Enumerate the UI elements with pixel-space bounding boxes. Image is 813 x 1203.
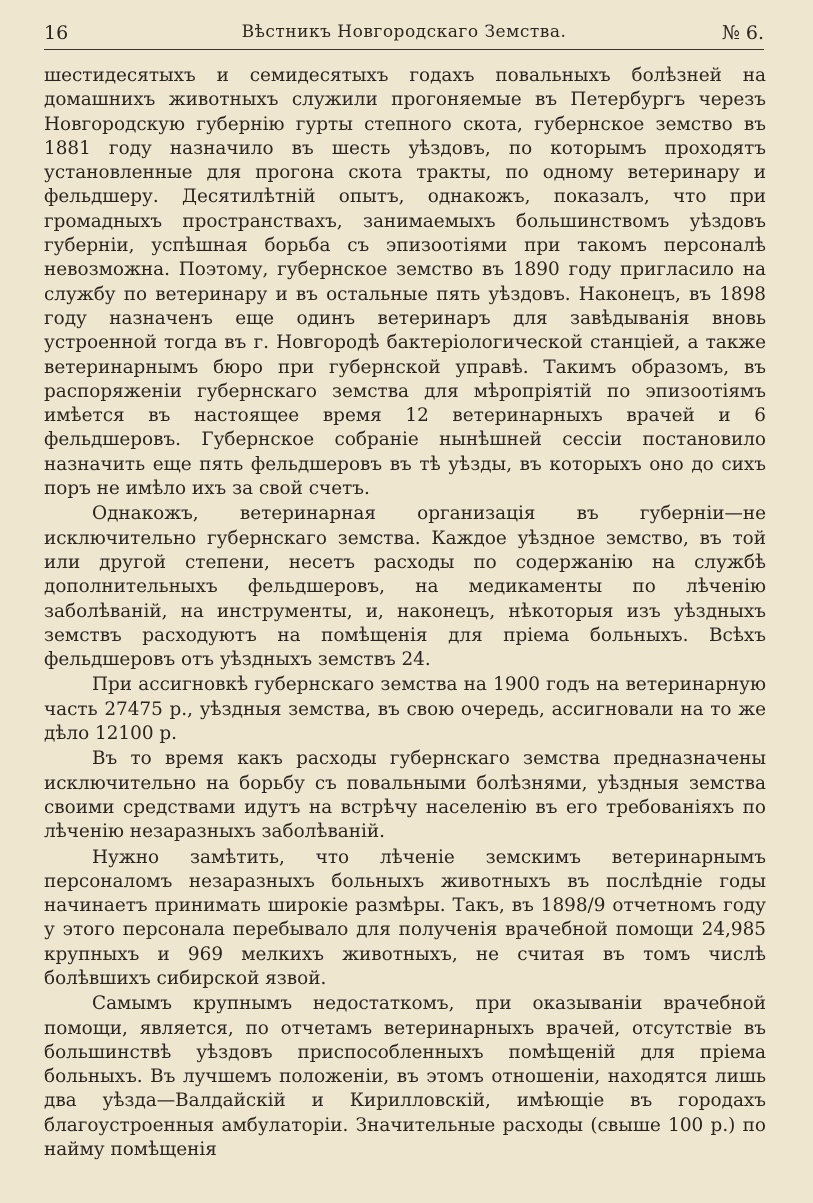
paragraph: При ассигновкѣ губернскаго земства на 1900 годъ на ветеринарную часть 27475 р., уѣздныя земства, въ свою очередь, ассигновали на то же дѣло 12100 р. <box>44 674 766 745</box>
paragraph: Нужно замѣтить, что лѣченіе земскимъ ветеринарнымъ персоналомъ незаразныхъ больныхъ животныхъ въ послѣдніе годы начинаетъ принимать широкіе размѣры. Такъ, въ 1898/9 отчетномъ году у этого персонала перебывало для полученія врачебной помощи 24,985 крупныхъ и 969 мелкихъ животныхъ, не считая въ томъ числѣ болѣвшихъ сибирской язвой. <box>44 846 766 989</box>
article-body <box>44 64 766 1162</box>
page-number: 16 <box>44 22 69 44</box>
header-divider <box>44 49 764 50</box>
paragraph: Самымъ крупнымъ недостаткомъ, при оказываніи врачебной помощи, является, по отчетамъ ветеринарныхъ врачей, отсутствіе въ большинствѣ уѣздовъ приспособленныхъ помѣщеній для пріема больныхъ. Въ лучшемъ положеніи, въ этомъ отношеніи, находятся лишь два уѣзда—Валдайскій и Кирилловскій, имѣющіе въ городахъ благоустроенныя амбулаторіи. Значительные расходы (свыше 100 р.) по найму помѣщенія <box>44 993 766 1161</box>
paragraph: шестидесятыхъ и семидесятыхъ годахъ повальныхъ болѣзней на домашнихъ животныхъ служили прогоняемые въ Петербургъ черезъ Новгородскую губернію гурты степного скота, губернское земство въ 1881 году назначило въ шесть уѣздовъ, по которымъ проходятъ установленные для прогона скота тракты, по одному ветеринару и фельдшеру. Десятилѣтній опытъ, однакожъ, показалъ, что при громадныхъ пространствахъ, занимаемыхъ большинствомъ уѣздовъ губерніи, успѣшная борьба съ эпизоотіями при такомъ персоналѣ невозможна. Поэтому, губернское земство въ 1890 году пригласило на службу по ветеринару и въ остальные пять уѣздовъ. Наконецъ, въ 1898 году назначенъ еще одинъ ветеринаръ для завѣдыванія вновь устроенной тогда въ г. Новгородѣ бактеріологической станціей, а также ветеринарнымъ бюро при губернской управѣ. Такимъ образомъ, въ распоряженіи губернскаго земства для мѣропріятій по эпизоотіямъ имѣется въ настоящее время 12 ветеринарныхъ врачей и 6 фельдшеровъ. Губернское собраніе нынѣшней сессіи постановило назначить еще пять фельдшеровъ въ тѣ уѣзды, въ которыхъ оно до сихъ поръ не имѣло ихъ за свой счетъ. <box>44 65 766 500</box>
journal-title: Вѣстникъ Новгородскаго Земства. <box>241 22 567 42</box>
running-header <box>44 22 764 50</box>
paragraph: Въ то время какъ расходы губернскаго земства предназначены исключительно на борьбу съ повальными болѣзнями, уѣздныя земства своими средствами идутъ на встрѣчу населенію въ его требованіяхъ по лѣченію незаразныхъ заболѣваній. <box>44 748 766 843</box>
issue-number: № 6. <box>721 22 764 44</box>
paragraph: Однакожъ, ветеринарная организація въ губерніи—не исключительно губернскаго земства. Каждое уѣздное земство, въ той или другой степени, несетъ расходы по содержанію на службѣ дополнительныхъ фельдшеровъ, на медикаменты по лѣченію заболѣваній, на инструменты, и, наконецъ, нѣкоторыя изъ уѣздныхъ земствъ расходуютъ на помѣщенія для пріема больныхъ. Всѣхъ фельдшеровъ отъ уѣздныхъ земствъ 24. <box>44 503 766 671</box>
